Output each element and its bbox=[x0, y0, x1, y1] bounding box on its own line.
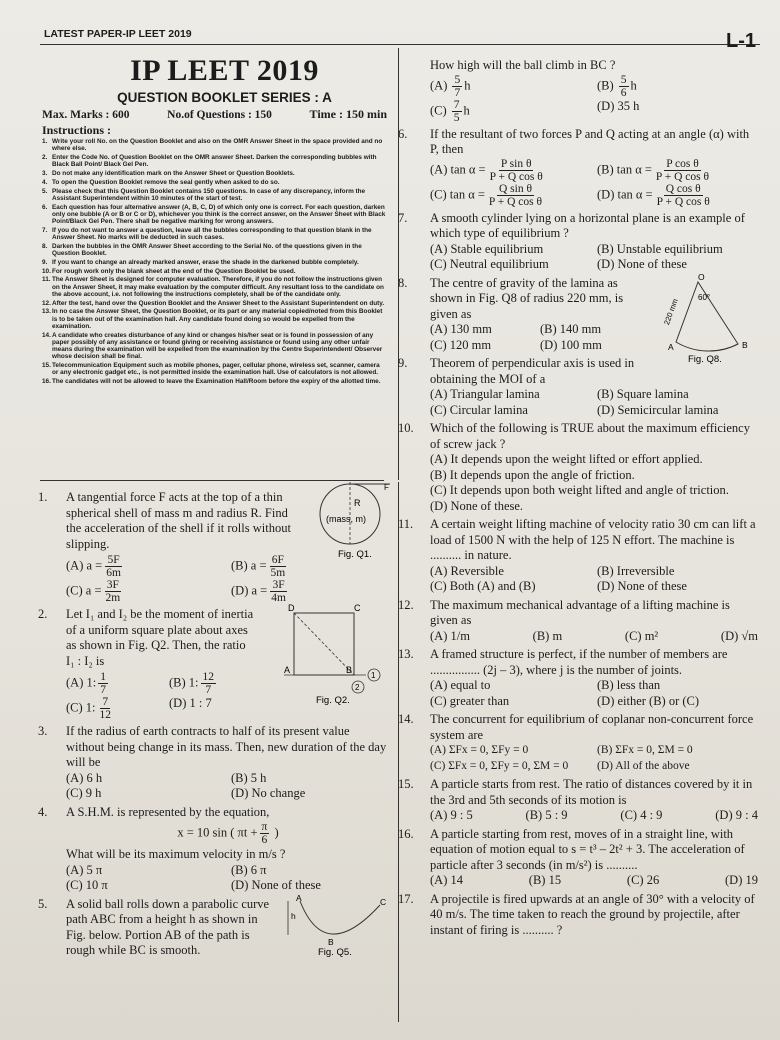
option-b[interactable]: (B) 5 h bbox=[231, 770, 267, 785]
point-a: A bbox=[668, 341, 674, 352]
question-text: A tangential force F acts at the top of a thin spherical shell of mass m and radius R. Find the acceleration of the shell if it rolls without slipping. bbox=[66, 490, 291, 551]
question-text: If the radius of earth contracts to half of its present value without being change in its mass. Then, new duration of the day will be bbox=[66, 724, 387, 769]
question-9: 9. Theorem of perpendicular axis is used in obtaining the MOI of a (A) Triangular lamina (B) Square lamina (C) Circular lamina (D) Semicircular lamina bbox=[398, 356, 758, 418]
figure-caption: Fig. Q5. bbox=[318, 946, 352, 957]
max-marks: Max. Marks : 600 bbox=[42, 109, 130, 121]
axis-2-label: 2 bbox=[355, 683, 360, 692]
instruction-item: 7. If you do not want to answer a question, leave all the bubbles corresponding to that question blank in the Answer Sheet. No marks will be deducted in such cases. bbox=[42, 226, 372, 241]
fig-radius-label: R bbox=[354, 498, 361, 508]
option-b[interactable]: (B) 1: $\frac{12}{7}$ bbox=[169, 671, 215, 696]
option-d[interactable]: (D) 35 h bbox=[597, 98, 640, 113]
instruction-item: 4. To open the Question Booklet remove the seal gently when asked to do so. bbox=[42, 178, 280, 186]
option-c[interactable]: (C) 120 mm bbox=[430, 337, 492, 352]
question-text: A smooth cylinder lying on a horizontal plane is an example of which type of equilibrium ? bbox=[430, 210, 745, 240]
option-b[interactable]: (B) Irreversible bbox=[597, 563, 675, 578]
option-b[interactable]: (B) It depends upon the angle of friction. bbox=[430, 467, 635, 482]
question-3: 3. If the radius of earth contracts to half of its present value without being change in its mass. Then, new duration of the day will be (A) 6 h (B) 5 h (C) 9 h (D) No change bbox=[38, 724, 390, 802]
option-a[interactable]: (A) 1/m bbox=[430, 628, 470, 643]
option-b[interactable]: (B) a = $\frac{6F}{5m}$ bbox=[231, 554, 286, 579]
corner-d: D bbox=[288, 603, 295, 613]
question-count: No.of Questions : 150 bbox=[167, 109, 272, 121]
height-label: h bbox=[291, 910, 296, 921]
option-b[interactable]: (B) Square lamina bbox=[597, 387, 689, 401]
option-a[interactable]: (A) 6 h bbox=[66, 770, 103, 785]
option-d[interactable]: (D) No change bbox=[231, 786, 306, 800]
option-c[interactable]: (C) Circular lamina bbox=[430, 402, 528, 417]
question-text: Let I₁ and I₂ be the moment of inertia of a uniform square plate about axes as shown in Fig. Q2. Then, the ratio I₁ : I₂ is bbox=[66, 607, 254, 668]
figure-caption: Fig. Q1. bbox=[338, 549, 372, 560]
page-title: IP LEET 2019 bbox=[130, 54, 319, 87]
option-a[interactable]: (A) It depends upon the weight lifted or effort applied. bbox=[430, 452, 703, 466]
option-c[interactable]: (C) m² bbox=[624, 628, 659, 643]
option-d[interactable]: (D) None of these bbox=[231, 878, 321, 892]
page-code: L-1 bbox=[726, 30, 756, 52]
option-c[interactable]: (C) Neutral equilibrium bbox=[430, 257, 549, 271]
question-7: 7. A smooth cylinder lying on a horizontal plane is an example of which type of equilibrium ? (A) Stable equilibrium (B) Unstable equilibrium (C) Neutral equilibrium (D) None of these bbox=[398, 211, 758, 273]
question-text: A S.H.M. is represented by the equation, bbox=[66, 804, 270, 819]
instructions-block bbox=[42, 54, 387, 387]
option-d[interactable]: (D) None of these bbox=[597, 257, 687, 271]
fig-force-label: F bbox=[384, 483, 389, 492]
option-d[interactable]: (D) 9 : 4 bbox=[715, 808, 758, 822]
shm-equation: x = 10 sin ( πt + $\frac{\pi}{6}$ ) bbox=[177, 821, 279, 846]
header-rule bbox=[40, 44, 760, 45]
question-text: A solid ball rolls down a parabolic curve path ABC from a height h as shown in Fig. below. Portion AB of the path is rough while BC is smooth. bbox=[66, 896, 270, 957]
question-5-continued bbox=[398, 58, 758, 124]
point-a: A bbox=[296, 894, 302, 903]
instruction-item: 8. Darken the bubbles in the OMR Answer Sheet according to the Serial No. of the questions given in the Question Booklet. bbox=[42, 242, 362, 257]
question-text: A projectile is fired upwards at an angle of 30° with a velocity of 40 m/s. The time taken to reach the ground by projectile, after instant of firing is .......... ? bbox=[430, 891, 755, 937]
option-d[interactable]: (D) None of these bbox=[597, 579, 687, 593]
instructions-list bbox=[42, 138, 387, 385]
question-text: A certain weight lifting machine of velocity ratio 30 cm can lift a load of 1500 N with the help of 125 N effort. The machine is .......... in nature. bbox=[430, 517, 756, 562]
option-a[interactable]: (A) 14 bbox=[430, 873, 463, 887]
figure-q8 bbox=[658, 272, 758, 364]
option-c[interactable]: (C) It depends upon both weight lifted and angle of triction. bbox=[430, 483, 729, 497]
question-11: 11. A certain weight lifting machine of velocity ratio 30 cm can lift a load of 1500 N with the help of 125 N effort. The machine is .......... in nature. (A) Reversible (B) Irreversible (C) Both (A) and (B) (D) None of these bbox=[398, 517, 758, 595]
question-6: 6. If the resultant of two forces P and Q acting at an angle (α) with P, then (A) tan α = $\frac{\text{P sin θ}}{\text{P + Q cos θ}}$ (B) tan α = $\frac{\text{P cos θ}}{\text{P + Q cos θ}}$ (C) tan α = $\frac{\text{Q sin θ}}{\text{P + Q cos θ}}$ (D) tan α = $\frac{\text{Q cos θ}}{\text{P + Q cos θ}}$ bbox=[398, 127, 758, 208]
option-b[interactable]: (B) 140 mm bbox=[540, 322, 602, 336]
point-c: C bbox=[380, 896, 387, 907]
option-b[interactable]: (B) less than bbox=[597, 678, 661, 692]
option-a[interactable]: (A) Stable equilibrium bbox=[430, 241, 544, 256]
running-head: LATEST PAPER-IP LEET 2019 bbox=[44, 28, 192, 40]
question-14: 14. The concurrent for equilibrium of coplanar non-concurrent force system are (A) ΣFx = 0, ΣFy = 0 (B) ΣFx = 0, ΣM = 0 (C) ΣFx = 0, ΣFy = 0, ΣM = 0 (D) All of the above bbox=[398, 712, 758, 774]
instruction-item: 2. Enter the Code No. of Question Booklet on the OMR answer Sheet. Darken the corresponding bubbles with Black Ball Point/ Black Gel Pen. bbox=[42, 154, 377, 169]
option-d[interactable]: (D) 1 : 7 bbox=[169, 696, 212, 710]
option-a[interactable]: (A) 5 π bbox=[66, 862, 103, 877]
figure-q5 bbox=[270, 895, 390, 957]
booklet-series: QUESTION BOOKLET SERIES : A bbox=[117, 90, 332, 105]
option-d[interactable]: (D) All of the above bbox=[597, 759, 690, 772]
instruction-item: 11. The Answer Sheet is designed for computer evaluation. Therefore, if you do not follow the instructions given on the Answer Sheet, it may make evaluation by the computer difficult. Any resultant loss to the candidate on the above account, i.e. not following the instructions completely, shall be of the candidate only. bbox=[42, 276, 384, 298]
question-text: Which of the following is TRUE about the maximum efficiency of screw jack ? bbox=[430, 421, 750, 451]
figure-caption: Fig. Q2. bbox=[316, 695, 350, 706]
option-a[interactable]: (A) 1: $\frac{1}{7}$ bbox=[66, 671, 106, 696]
question-8: 8. The centre of gravity of the lamina as shown in Fig. Q8 of radius 220 mm, is given as (A) 130 mm (B) 140 mm (C) 120 mm (D) 100 mm O A B 60° 220 mm Fig. Q8. bbox=[398, 276, 758, 354]
option-a[interactable]: (A) $\frac{5}{7}$ h bbox=[430, 73, 471, 99]
axis-1-label: 1 bbox=[371, 671, 376, 680]
question-text: If the resultant of two forces P and Q acting at an angle (α) with P, then bbox=[430, 126, 750, 156]
instruction-item: 6. Each question has four alternative answer (A, B, C, D) of which only one is correct. For each question, darken only one bubble (A or B or C or D), whichever you think is the correct answer, on the Answer Sheet with Black Point/Black Gel Pen. There shall be negative marking for wrong answers. bbox=[42, 203, 386, 225]
option-d[interactable]: (D) Semicircular lamina bbox=[597, 402, 719, 417]
instruction-item: 15. Telecommunication Equipment such as mobile phones, pager, cellular phone, wireless set, scanner, camera or any electronic gadget etc., is not permitted inside the examination hall. Use of calculators is not allowed. bbox=[42, 362, 380, 377]
angle-label: 60° bbox=[698, 292, 711, 302]
corner-a: A bbox=[284, 665, 291, 675]
question-text: Theorem of perpendicular axis is used in obtaining the MOI of a bbox=[430, 356, 635, 386]
right-questions bbox=[398, 58, 758, 941]
figure-q2 bbox=[270, 603, 390, 723]
point-o: O bbox=[698, 271, 705, 282]
question-12: 12. The maximum mechanical advantage of a lifting machine is given as (A) 1/m (B) m (C) m² (D) √m bbox=[398, 597, 758, 643]
question-text: The centre of gravity of the lamina as shown in Fig. Q8 of radius 220 mm, is given as bbox=[430, 275, 624, 321]
option-d[interactable]: (D) either (B) or (C) bbox=[597, 693, 700, 708]
option-b[interactable]: (B) 6 π bbox=[231, 862, 267, 877]
exam-time: Time : 150 min bbox=[309, 107, 387, 121]
corner-c: C bbox=[354, 603, 361, 613]
instruction-item: 1. Write your roll No. on the Question Booklet and also on the OMR Answer Sheet in the space provided and no where else. bbox=[42, 138, 383, 153]
question-17: 17. A projectile is fired upwards at an angle of 30° with a velocity of 40 m/s. The time taken to reach the ground by projectile, after instant of firing is .......... ? bbox=[398, 892, 758, 939]
instructions-separator bbox=[40, 480, 384, 481]
figure-q1 bbox=[310, 482, 390, 560]
corner-b: B bbox=[346, 665, 353, 675]
question-16: 16. A particle starting from rest, moves of in a straight line, with equation of motion equal to s = t³ – 2t² + 3. The acceleration of particle after 3 seconds (in m/s²) is .......... (A) 14 (B) 15 (C) 26 (D) 19 bbox=[398, 826, 758, 887]
option-a[interactable]: (A) tan α = $\frac{\text{P sin θ}}{\text{P + Q cos θ}}$ bbox=[430, 157, 543, 183]
question-1: 1. A tangential force F acts at the top of a thin spherical shell of mass m and radius R. Find the acceleration of the shell if it rolls without slipping. R (mass, m) F Fig. Q1. (A) a = $\frac{5F}{6m}$ (B) a = $\frac{6F}{5m}$ (C) a = $\frac{3F}{2m}$ (D) a = $\frac{3F}{4m}$ bbox=[38, 483, 389, 604]
instruction-item: 13. In no case the Answer Sheet, the Question Booklet, or its part or any material copied/noted from this Booklet is to be taken out of the examination hall. Any candidate found doing so would be expelled from the examination. bbox=[42, 308, 383, 330]
instructions-title: Instructions : bbox=[42, 123, 112, 137]
option-a[interactable]: (A) Triangular lamina bbox=[430, 387, 540, 401]
option-b[interactable]: (B) tan α = $\frac{\text{P cos θ}}{\text{P + Q cos θ}}$ bbox=[597, 157, 710, 183]
option-d[interactable]: (D) a = $\frac{3F}{4m}$ bbox=[231, 579, 286, 604]
option-b[interactable]: (B) Unstable equilibrium bbox=[597, 241, 723, 256]
option-c[interactable]: (C) 10 π bbox=[66, 878, 108, 892]
radius-label: 220 mm bbox=[662, 297, 680, 326]
figure-caption: Fig. Q8. bbox=[688, 353, 722, 364]
option-c[interactable]: (C) 26 bbox=[626, 873, 660, 887]
option-d[interactable]: (D) tan α = $\frac{\text{Q cos θ}}{\text{P + Q cos θ}}$ bbox=[597, 182, 710, 208]
instruction-item: 10. For rough work only the blank sheet at the end of the Question Booklet be used. bbox=[42, 267, 296, 275]
option-a[interactable]: (A) Reversible bbox=[430, 563, 504, 578]
instruction-item: 16. The candidates will not be allowed to leave the Examination Hall/Room before the expiry of the allotted time. bbox=[42, 378, 381, 385]
question-text: The maximum mechanical advantage of a lifting machine is given as bbox=[430, 597, 730, 627]
question-13: 13. A framed structure is perfect, if the number of members are ................ (2j – 3), where j is the number of joints. (A) equal to (B) less than (C) greater than (D) either (B) or (C) bbox=[398, 647, 758, 709]
question-15: 15. A particle starts from rest. The ratio of distances covered by it in the 3rd and 5th seconds of its motion is (A) 9 : 5 (B) 5 : 9 (C) 4 : 9 (D) 9 : 4 bbox=[398, 777, 758, 822]
option-b[interactable]: (B) 15 bbox=[528, 873, 562, 887]
option-b[interactable]: (B) ΣFx = 0, ΣM = 0 bbox=[597, 744, 693, 756]
option-c[interactable]: (C) 4 : 9 bbox=[620, 808, 663, 822]
option-c[interactable]: (C) ΣFx = 0, ΣFy = 0, ΣM = 0 bbox=[430, 759, 569, 772]
point-b: B bbox=[742, 339, 748, 350]
option-c[interactable]: (C) tan α = $\frac{\text{Q sin θ}}{\text{P + Q cos θ}}$ bbox=[430, 182, 543, 208]
fig-mass-label: (mass, m) bbox=[326, 514, 366, 524]
option-a[interactable]: (A) equal to bbox=[430, 678, 491, 692]
option-c[interactable]: (C) 9 h bbox=[66, 786, 102, 800]
option-d[interactable]: (D) √m bbox=[720, 628, 758, 643]
option-c[interactable]: (C) $\frac{7}{5}$ h bbox=[430, 98, 470, 124]
question-text: A particle starting from rest, moves of in a straight line, with equation of motion equal to s = t³ – 2t² + 3. The acceleration of particle after 3 seconds (in m/s²) is .......... bbox=[430, 826, 745, 872]
question-followup: What will be its maximum velocity in m/s ? bbox=[66, 847, 286, 861]
option-d[interactable]: (D) 19 bbox=[725, 873, 758, 887]
option-c[interactable]: (C) Both (A) and (B) bbox=[430, 579, 536, 593]
option-c[interactable]: (C) a = $\frac{3F}{2m}$ bbox=[66, 579, 121, 604]
option-b[interactable]: (B) $\frac{5}{6}$ h bbox=[597, 73, 637, 99]
question-10: 10. Which of the following is TRUE about the maximum efficiency of screw jack ? (A) It depends upon the weight lifted or effort applied. (B) It depends upon the angle of friction. (C) It depends upon both weight lifted and angle of triction. (D) None of these. bbox=[398, 421, 758, 514]
option-a[interactable]: (A) 9 : 5 bbox=[430, 808, 473, 822]
left-questions bbox=[38, 483, 390, 962]
point-b: B bbox=[328, 936, 334, 947]
instruction-item: 5. Please check that this Question Booklet contains 150 questions. In case of any discrepancy, inform the Assistant Superintendent within 10 minutes of the start of test. bbox=[42, 187, 366, 202]
instruction-item: 12. After the test, hand over the Question Booklet and the Answer Sheet to the Assistant Superintendent on duty. bbox=[42, 299, 385, 307]
instruction-item: 3. Do not make any identification mark on the Answer Sheet or Question Booklets. bbox=[42, 170, 295, 177]
option-a[interactable]: (A) 130 mm bbox=[430, 322, 492, 336]
question-2: 2. Let I₁ and I₂ be the moment of inertia of a uniform square plate about axes as shown in Fig. Q2. Then, the ratio I₁ : I₂ is D C A B 1 2 Fig. Q2. (A) 1: $\frac{1}{7}$ (B) 1: $\frac{12}{7}$ (C) 1: $\frac{7}{12}$ (D) 1 : 7 bbox=[38, 607, 390, 721]
exam-meta bbox=[42, 107, 387, 122]
instruction-item: 14. A candidate who creates disturbance of any kind or changes his/her seat or is found in possession of any paper possibly of any assistance or found giving or receiving assistance or found using any other unfair means during the examination will be expelled from the examination by the Centre Superintendent/ Observer whose decision shall be final. bbox=[42, 331, 383, 361]
option-d[interactable]: (D) None of these. bbox=[430, 498, 524, 513]
question-text: How high will the ball climb in BC ? bbox=[430, 58, 616, 72]
option-a[interactable]: (A) ΣFx = 0, ΣFy = 0 bbox=[430, 744, 529, 756]
option-d[interactable]: (D) 100 mm bbox=[540, 337, 602, 352]
option-c[interactable]: (C) greater than bbox=[430, 693, 510, 708]
question-4: 4. A S.H.M. is represented by the equation, x = 10 sin ( πt + $\frac{\pi}{6}$ ) What will be its maximum velocity in m/s ? (A) 5 π (B) 6 π (C) 10 π (D) None of these bbox=[38, 805, 390, 894]
option-b[interactable]: (B) 5 : 9 bbox=[525, 808, 568, 822]
question-text: A framed structure is perfect, if the number of members are ................ (2j – 3), where j is the number of joints. bbox=[430, 647, 728, 677]
option-b[interactable]: (B) m bbox=[532, 628, 563, 643]
option-a[interactable]: (A) a = $\frac{5F}{6m}$ bbox=[66, 554, 121, 579]
question-text: The concurrent for equilibrium of coplanar non-concurrent force system are bbox=[430, 712, 754, 742]
question-text: A particle starts from rest. The ratio of distances covered by it in the 3rd and 5th seconds of its motion is bbox=[430, 777, 753, 807]
option-c[interactable]: (C) 1: $\frac{7}{12}$ bbox=[66, 696, 112, 721]
instruction-item: 9. If you want to change an already marked answer, erase the shade in the darkened bubble completely. bbox=[42, 258, 359, 266]
question-5: 5. A solid ball rolls down a parabolic curve path ABC from a height h as shown in Fig. below. Portion AB of the path is rough while BC is smooth. A B C h Fig. Q5. bbox=[38, 897, 390, 959]
